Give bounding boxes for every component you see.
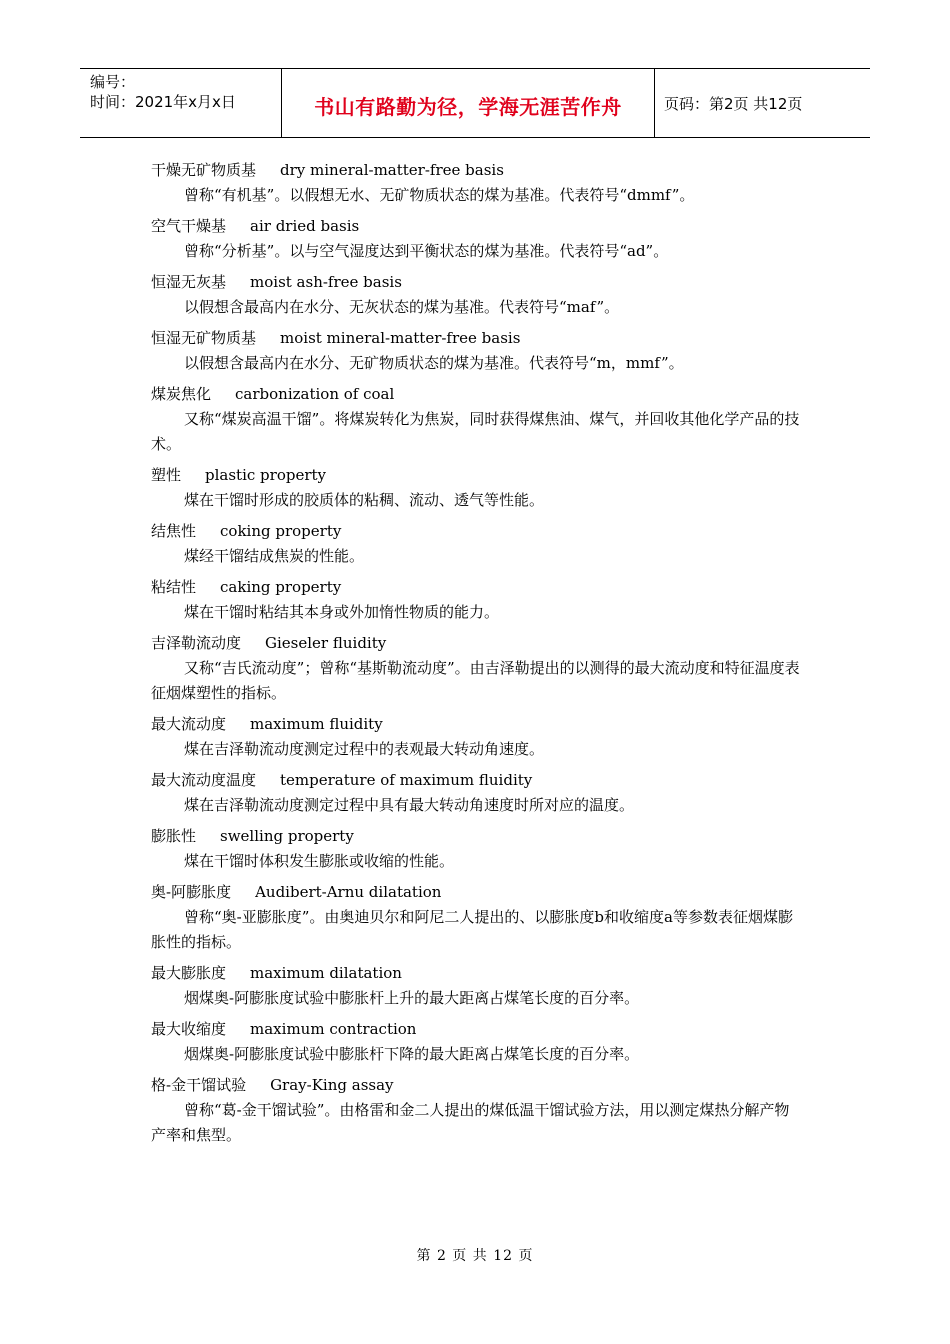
document-number-label: 编号： (90, 73, 136, 91)
term-heading (151, 824, 801, 849)
term-chinese: 奥-阿膨胀度 (151, 883, 232, 901)
term-chinese: 空气干燥基 (151, 217, 227, 235)
term-definition: 煤在干馏时粘结其本身或外加惰性物质的能力。 (184, 603, 500, 621)
term-definition: 煤在干馏时形成的胶质体的粘稠、流动、透气等性能。 (184, 491, 545, 509)
term-heading (151, 158, 801, 183)
term-english: air dried basis (250, 217, 360, 235)
term-heading (151, 326, 801, 351)
term-heading (151, 1017, 801, 1042)
term-english: maximum contraction (250, 1020, 417, 1038)
term-definition: 又称“煤炭高温干馏”。将煤炭转化为焦炭，同时获得煤焦油、煤气，并回收其他化学产品的技术。 (151, 410, 800, 453)
term-definition: 曾称“葛-金干馏试验”。由格雷和金二人提出的煤低温干馏试验方法，用以测定煤热分解产物产率和焦型。 (151, 1101, 790, 1144)
term-english: temperature of maximum fluidity (280, 771, 533, 789)
term-chinese: 格-金干馏试验 (151, 1076, 247, 1094)
term-chinese: 最大流动度 (151, 715, 227, 733)
page-footer: 第 2 页 共 12 页 (416, 1248, 534, 1264)
term-heading (151, 382, 801, 407)
term-definition: 烟煤奥-阿膨胀度试验中膨胀杆上升的最大距离占煤笔长度的百分率。 (184, 989, 640, 1007)
term-heading (151, 631, 801, 656)
term-definition: 煤在干馏时体积发生膨胀或收缩的性能。 (184, 852, 455, 870)
term-heading (151, 214, 801, 239)
glossary-content (151, 158, 801, 1148)
term-definition: 以假想含最高内在水分、无灰状态的煤为基准。代表符号“maf”。 (184, 298, 620, 316)
term-definition: 曾称“奥-亚膨胀度”。由奥迪贝尔和阿尼二人提出的、以膨胀度b和收缩度a等参数表征烟煤膨胀性的指标。 (151, 908, 793, 951)
term-definition: 煤在吉泽勒流动度测定过程中的表观最大转动角速度。 (184, 740, 545, 758)
term-heading (151, 961, 801, 986)
term-english: moist ash-free basis (250, 273, 402, 291)
header-page-cell (655, 69, 870, 137)
term-definition: 煤在吉泽勒流动度测定过程中具有最大转动角速度时所对应的温度。 (184, 796, 635, 814)
term-chinese: 最大流动度温度 (151, 771, 257, 789)
term-english: caking property (220, 578, 342, 596)
term-chinese: 恒湿无矿物质基 (151, 329, 257, 347)
term-definition: 曾称“有机基”。以假想无水、无矿物质状态的煤为基准。代表符号“dmmf”。 (184, 186, 695, 204)
term-chinese: 干燥无矿物质基 (151, 161, 257, 179)
header-meta-cell (80, 69, 282, 137)
term-definition: 以假想含最高内在水分、无矿物质状态的煤为基准。代表符号“m，mmf”。 (184, 354, 684, 372)
term-chinese: 塑性 (151, 466, 182, 484)
term-heading (151, 1073, 801, 1098)
term-chinese: 恒湿无灰基 (151, 273, 227, 291)
term-chinese: 膨胀性 (151, 827, 197, 845)
term-english: carbonization of coal (235, 385, 395, 403)
term-heading (151, 270, 801, 295)
term-english: Gray-King assay (270, 1076, 394, 1094)
header-page-info: 页码：第2页 共12页 (664, 95, 803, 113)
document-time-label: 时间：2021年x月x日 (90, 93, 236, 111)
term-heading (151, 712, 801, 737)
header-motto: 书山有路勤为径，学海无涯苦作舟 (314, 95, 622, 119)
term-english: swelling property (220, 827, 354, 845)
term-english: plastic property (205, 466, 327, 484)
term-heading (151, 880, 801, 905)
term-heading (151, 463, 801, 488)
term-english: Gieseler fluidity (265, 634, 387, 652)
page-header (80, 68, 870, 138)
term-chinese: 最大收缩度 (151, 1020, 227, 1038)
term-chinese: 吉泽勒流动度 (151, 634, 242, 652)
term-english: coking property (220, 522, 342, 540)
term-english: Audibert-Arnu dilatation (255, 883, 442, 901)
header-motto-cell (282, 69, 655, 137)
term-definition: 曾称“分析基”。以与空气湿度达到平衡状态的煤为基准。代表符号“ad”。 (184, 242, 669, 260)
term-heading (151, 519, 801, 544)
term-english: maximum dilatation (250, 964, 402, 982)
term-definition: 烟煤奥-阿膨胀度试验中膨胀杆下降的最大距离占煤笔长度的百分率。 (184, 1045, 640, 1063)
term-chinese: 粘结性 (151, 578, 197, 596)
term-chinese: 最大膨胀度 (151, 964, 227, 982)
term-english: maximum fluidity (250, 715, 383, 733)
term-definition: 煤经干馏结成焦炭的性能。 (184, 547, 365, 565)
term-chinese: 煤炭焦化 (151, 385, 212, 403)
term-english: dry mineral-matter-free basis (280, 161, 504, 179)
term-english: moist mineral-matter-free basis (280, 329, 521, 347)
term-heading (151, 768, 801, 793)
term-chinese: 结焦性 (151, 522, 197, 540)
term-definition: 又称“吉氏流动度”；曾称“基斯勒流动度”。由吉泽勒提出的以测得的最大流动度和特征温度表征烟煤塑性的指标。 (151, 659, 800, 702)
term-heading (151, 575, 801, 600)
